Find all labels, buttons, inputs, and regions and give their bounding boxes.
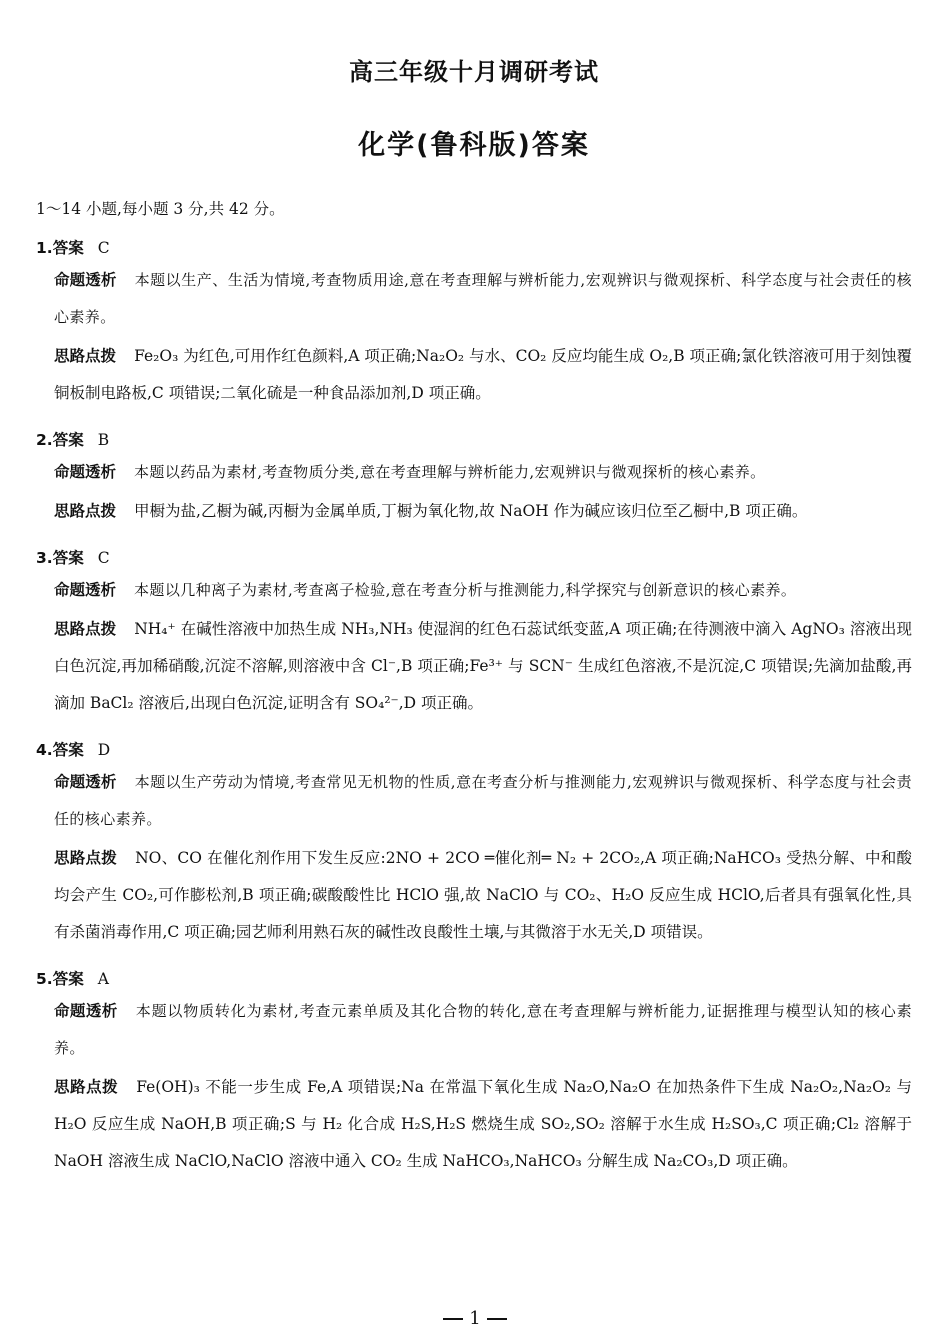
answer-line	[36, 738, 912, 762]
footer-dash-left	[443, 1318, 463, 1320]
footer-dash-right	[487, 1318, 507, 1320]
question-number: 4.	[36, 741, 53, 759]
page-footer	[0, 1308, 950, 1329]
analysis-label: 命题透析	[54, 581, 117, 599]
analysis-paragraph	[36, 993, 912, 1067]
page-subtitle: 化学(鲁科版)答案	[358, 130, 590, 161]
analysis-paragraph	[36, 764, 912, 838]
hint-text: NH₄⁺ 在碱性溶液中加热生成 NH₃,NH₃ 使湿润的红色石蕊试纸变蓝,A 项正确;在待测液中滴入 AgNO₃ 溶液出现白色沉淀,再加稀硝酸,沉淀不溶解,则溶液中含 Cl⁻,B 项正确;Fe³⁺ 与 SCN⁻ 生成红色溶液,不是沉淀,C 项错误;先滴加盐酸,再滴加 BaCl₂ 溶液后,出现白色沉淀,证明含有 SO₄²⁻,D 项正确。	[54, 620, 912, 712]
analysis-text: 本题以药品为素材,考查物质分类,意在考查理解与辨析能力,宏观辨识与微观探析的核心素养。	[134, 463, 766, 481]
question-block	[36, 236, 912, 412]
hint-text: Fe₂O₃ 为红色,可用作红色颜料,A 项正确;Na₂O₂ 与水、CO₂ 反应均能生成 O₂,B 项正确;氯化铁溶液可用于刻蚀覆铜板制电路板,C 项错误;二氧化硫是一种食品添加剂,D 项正确。	[54, 347, 912, 402]
hint-text: NO、CO 在催化剂作用下发生反应:2NO + 2CO ═催化剂═ N₂ + 2CO₂,A 项正确;NaHCO₃ 受热分解、中和酸均会产生 CO₂,可作膨松剂,B 项正确;碳酸酸性比 HClO 强,故 NaClO 与 CO₂、H₂O 反应生成 HClO,后者具有强氧化性,具有杀菌消毒作用,C 项正确;园艺师利用熟石灰的碱性改良酸性土壤,与其微溶于水无关,D 项错误。	[54, 849, 912, 941]
analysis-text: 本题以几种离子为素材,考查离子检验,意在考查分析与推测能力,科学探究与创新意识的核心素养。	[134, 581, 797, 599]
hint-paragraph	[36, 1069, 912, 1180]
analysis-label: 命题透析	[54, 463, 117, 481]
question-block	[36, 546, 912, 722]
answer-value: C	[97, 549, 110, 567]
page-title: 高三年级十月调研考试	[349, 58, 599, 86]
question-block	[36, 967, 912, 1180]
question-block	[36, 428, 912, 530]
analysis-text: 本题以生产劳动为情境,考查常见无机物的性质,意在考查分析与推测能力,宏观辨识与微观探析、科学态度与社会责任的核心素养。	[54, 773, 912, 828]
answer-value: A	[97, 970, 109, 988]
answer-line	[36, 236, 912, 260]
hint-paragraph	[36, 338, 912, 412]
analysis-text: 本题以生产、生活为情境,考查物质用途,意在考查理解与辨析能力,宏观辨识与微观探析、科学态度与社会责任的核心素养。	[54, 271, 912, 326]
hint-label: 思路点拨	[54, 1078, 119, 1096]
question-block	[36, 738, 912, 951]
hint-paragraph	[36, 611, 912, 722]
scoring-intro: 1～14 小题,每小题 3 分,共 42 分。	[36, 200, 285, 218]
answer-line	[36, 967, 912, 991]
question-number: 1.	[36, 239, 53, 257]
answer-line	[36, 546, 912, 570]
analysis-paragraph	[36, 454, 912, 491]
hint-label: 思路点拨	[54, 347, 117, 365]
hint-label: 思路点拨	[54, 502, 117, 520]
question-number: 3.	[36, 549, 53, 567]
answer-value: C	[97, 239, 110, 257]
answer-line	[36, 428, 912, 452]
answer-label: 答案	[52, 741, 84, 759]
analysis-label: 命题透析	[54, 1002, 118, 1020]
analysis-text: 本题以物质转化为素材,考查元素单质及其化合物的转化,意在考查理解与辨析能力,证据推理与模型认知的核心素养。	[54, 1002, 912, 1057]
analysis-paragraph	[36, 262, 912, 336]
hint-label: 思路点拨	[54, 849, 118, 867]
hint-paragraph	[36, 840, 912, 951]
answer-label: 答案	[52, 431, 84, 449]
hint-text: 甲橱为盐,乙橱为碱,丙橱为金属单质,丁橱为氧化物,故 NaOH 作为碱应该归位至乙橱中,B 项正确。	[134, 502, 808, 520]
question-list	[36, 236, 912, 1180]
analysis-label: 命题透析	[54, 773, 117, 791]
answer-value: B	[97, 431, 110, 449]
question-number: 2.	[36, 431, 53, 449]
hint-text: Fe(OH)₃ 不能一步生成 Fe,A 项错误;Na 在常温下氧化生成 Na₂O,Na₂O 在加热条件下生成 Na₂O₂,Na₂O₂ 与 H₂O 反应生成 NaOH,B 项正确;S 与 H₂ 化合成 H₂S,H₂S 燃烧生成 SO₂,SO₂ 溶解于水生成 H₂SO₃,C 项正确;Cl₂ 溶解于 NaOH 溶液生成 NaClO,NaClO 溶液中通入 CO₂ 生成 NaHCO₃,NaHCO₃ 分解生成 Na₂CO₃,D 项正确。	[54, 1078, 912, 1170]
answer-label: 答案	[52, 239, 84, 257]
answer-value: D	[97, 741, 111, 759]
answer-label: 答案	[52, 970, 84, 988]
hint-label: 思路点拨	[54, 620, 117, 638]
analysis-label: 命题透析	[54, 271, 117, 289]
analysis-paragraph	[36, 572, 912, 609]
answer-label: 答案	[52, 549, 84, 567]
page-number: 1	[469, 1308, 481, 1329]
hint-paragraph	[36, 493, 912, 530]
question-number: 5.	[36, 970, 53, 988]
